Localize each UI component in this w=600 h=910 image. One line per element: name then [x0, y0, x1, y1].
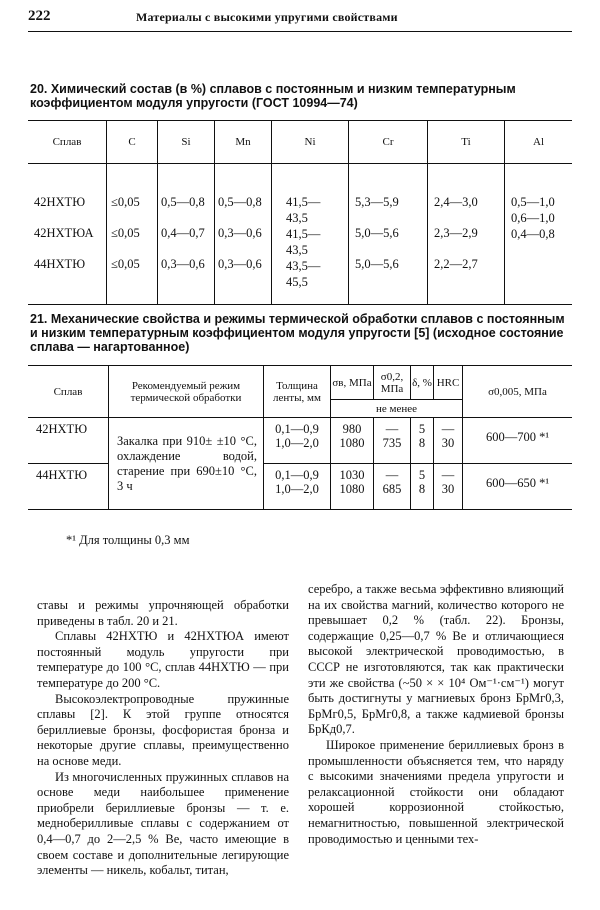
table-cell: 1030	[339, 468, 365, 482]
header-rule	[28, 31, 572, 32]
table20	[28, 120, 572, 305]
table-cell: 5,0—5,6	[355, 226, 399, 240]
table-cell: 41,5—43,5	[286, 227, 321, 257]
table-cell: 8	[418, 482, 426, 496]
table-cell: 0,5—1,0	[511, 195, 555, 209]
page-number: 222	[28, 8, 51, 24]
table21-row2-sigma-b	[331, 464, 374, 510]
table21-row1-hrc	[434, 418, 463, 464]
table-cell: 980	[342, 422, 362, 436]
table20-col-c: C	[107, 121, 158, 164]
table21-col-sigma-b: σв, МПа	[331, 366, 374, 400]
body-column-left	[37, 598, 289, 879]
table-cell: ≤0,05	[111, 257, 140, 271]
table21-footnote: *¹ Для толщины 0,3 мм	[66, 533, 190, 547]
table21-col-hrc: HRC	[434, 366, 463, 400]
table20-col-ti: Ti	[428, 121, 505, 164]
table-cell: 0,4—0,8	[511, 227, 555, 241]
table20-mn-values	[215, 164, 272, 305]
table-cell: 44НХТЮ	[34, 257, 86, 271]
table-cell: 0,4—0,7	[161, 226, 205, 240]
table-cell: —	[441, 468, 455, 482]
table21-row2-hrc	[434, 464, 463, 510]
table-cell: 0,1—0,9	[275, 422, 319, 436]
table21-col-sigma-02: σ0,2, МПа	[374, 366, 411, 400]
table21-row1-sigma-0005: 600—700 *¹	[463, 418, 573, 464]
table-cell: 0,3—0,6	[161, 257, 205, 271]
table21-header-row	[28, 366, 572, 400]
table-cell: 5	[418, 468, 426, 482]
table-cell: ≤0,05	[111, 226, 140, 240]
table21-col-sigma-0005: σ0,005, МПа	[463, 366, 573, 418]
table-cell: 2,2—2,7	[434, 257, 478, 271]
paragraph: Широкое применение бериллиевых бронз в промышленности объясняется тем, что наряду с высокими значениями предела упругости и релаксационной стойкости они обладают хорошей коррозионной стойкостью, немагнитностью, повышенной электрической проводимостью и ценными тех-	[308, 737, 564, 846]
running-title: Материалы с высокими упругими свойствами	[136, 10, 398, 24]
table21-row1-delta	[411, 418, 434, 464]
table20-alloys	[28, 164, 107, 305]
table20-si-values	[158, 164, 215, 305]
table-cell: ≤0,05	[111, 195, 140, 209]
table21-row1-sigma-02	[374, 418, 411, 464]
table-cell: 0,5—0,8	[161, 195, 205, 209]
table21-col-delta: δ, %	[411, 366, 434, 400]
table21-row1-sigma-b	[331, 418, 374, 464]
table-cell: 0,6—1,0	[511, 211, 555, 225]
table21-row2-alloy: 44НХТЮ	[28, 464, 109, 510]
table21-row2-sigma-02	[374, 464, 411, 510]
table-cell: 5,0—5,6	[355, 257, 399, 271]
table-cell: 43,5—45,5	[286, 259, 321, 289]
table20-c-values	[107, 164, 158, 305]
table-cell: —	[441, 422, 455, 436]
table20-ti-values	[428, 164, 505, 305]
table-cell: 5	[418, 422, 426, 436]
table20-col-cr: Cr	[349, 121, 428, 164]
table20-col-al: Al	[505, 121, 573, 164]
paragraph: серебро, а также весьма эффективно влияющий на их свойства магний, количество которого не превышает 0,2 % (табл. 22). Бронзы, содержащие 0,25—0,7 % Be и отличающиеся высокой электрической проводимостью, в СССР не изготовляются, так как практически эти же свойства (~50 × × 10⁴ Ом⁻¹·см⁻¹) могут быть достигнуты у магниевых бронз БрМг0,3, БрМг0,5, БрМг0,8, а также кадмиевой бронзы БрКд0,7.	[308, 582, 564, 737]
table-cell: 0,3—0,6	[218, 257, 262, 271]
paragraph: ставы и режимы упрочняющей обработки приведены в табл. 20 и 21.	[37, 598, 289, 628]
table21-caption: 21. Механические свойства и режимы термической обработки сплавов с постоянным и низким температурным коэффициентом модуля упругости [5] (исходное состояние сплава — нагартованное)	[30, 312, 565, 354]
table-cell: 1080	[339, 436, 365, 450]
table21-regime: Закалка при 910± ±10 °С, охлаждение водой, старение при 690±10 °С, 3 ч	[109, 418, 264, 510]
table20-al-values	[505, 164, 573, 305]
table-cell: 685	[382, 482, 402, 496]
table21-col-thickness: Толщина ленты, мм	[264, 366, 331, 418]
table-cell: —	[385, 422, 399, 436]
table20-header-row	[28, 121, 572, 164]
table-cell: 30	[441, 436, 455, 450]
table-cell: 2,3—2,9	[434, 226, 478, 240]
table21-row2-delta	[411, 464, 434, 510]
table20-col-si: Si	[158, 121, 215, 164]
table-cell: 735	[382, 436, 402, 450]
table-cell: —	[385, 468, 399, 482]
paragraph: Сплавы 42НХТЮ и 42НХТЮА имеют постоянный модуль упругости при температуре до 100 °С, сплав 44НХТЮ — при температуре до 200 °С.	[37, 629, 289, 690]
table21-min-note: не менее	[331, 400, 463, 418]
table-cell: 1080	[339, 482, 365, 496]
table20-col-alloy: Сплав	[28, 121, 107, 164]
table-row	[28, 418, 572, 464]
table-cell: 2,4—3,0	[434, 195, 478, 209]
table21-row1-alloy: 42НХТЮ	[28, 418, 109, 464]
table20-caption: 20. Химический состав (в %) сплавов с постоянным и низким температурным коэффициентом модуля упругости (ГОСТ 10994—74)	[30, 82, 516, 110]
table-cell: 42НХТЮА	[34, 226, 94, 240]
table-cell: 41,5—43,5	[286, 195, 321, 225]
table-cell: 1,0—2,0	[275, 482, 319, 496]
paragraph: Из многочисленных пружинных сплавов на основе меди наибольшее применение приобрели бериллиевые бронзы — т. е. медноберилливые сплавы с содержанием от 0,4—0,7 до 2—2,5 % Be, часто имеющие в своем составе и дополнительные легирующие элементы — никель, кобальт, титан,	[37, 769, 289, 878]
table21	[28, 365, 572, 510]
table20-col-ni: Ni	[272, 121, 349, 164]
table21-row1-thickness	[264, 418, 331, 464]
table-cell: 30	[441, 482, 455, 496]
table21-row2-thickness	[264, 464, 331, 510]
table-cell: 8	[418, 436, 426, 450]
table-cell: 1,0—2,0	[275, 436, 319, 450]
table20-cr-values	[349, 164, 428, 305]
table-cell: 0,3—0,6	[218, 226, 262, 240]
table20-ni-values	[272, 164, 349, 305]
table21-col-alloy: Сплав	[28, 366, 109, 418]
table20-col-mn: Mn	[215, 121, 272, 164]
paragraph: Высокоэлектропроводные пружинные сплавы [2]. К этой группе относятся бериллиевые бронзы, фосфористая бронза и некоторые другие сплавы, преимущественно на основе меди.	[37, 691, 289, 768]
body-column-right	[308, 582, 564, 847]
table-cell: 0,1—0,9	[275, 468, 319, 482]
table-cell: 42НХТЮ	[34, 195, 86, 209]
table21-col-regime: Рекомендуемый режим термической обработки	[109, 366, 264, 418]
table-cell: 5,3—5,9	[355, 195, 399, 209]
table20-body-row	[28, 164, 572, 305]
table21-row2-sigma-0005: 600—650 *¹	[463, 464, 573, 510]
table-cell: 0,5—0,8	[218, 195, 262, 209]
